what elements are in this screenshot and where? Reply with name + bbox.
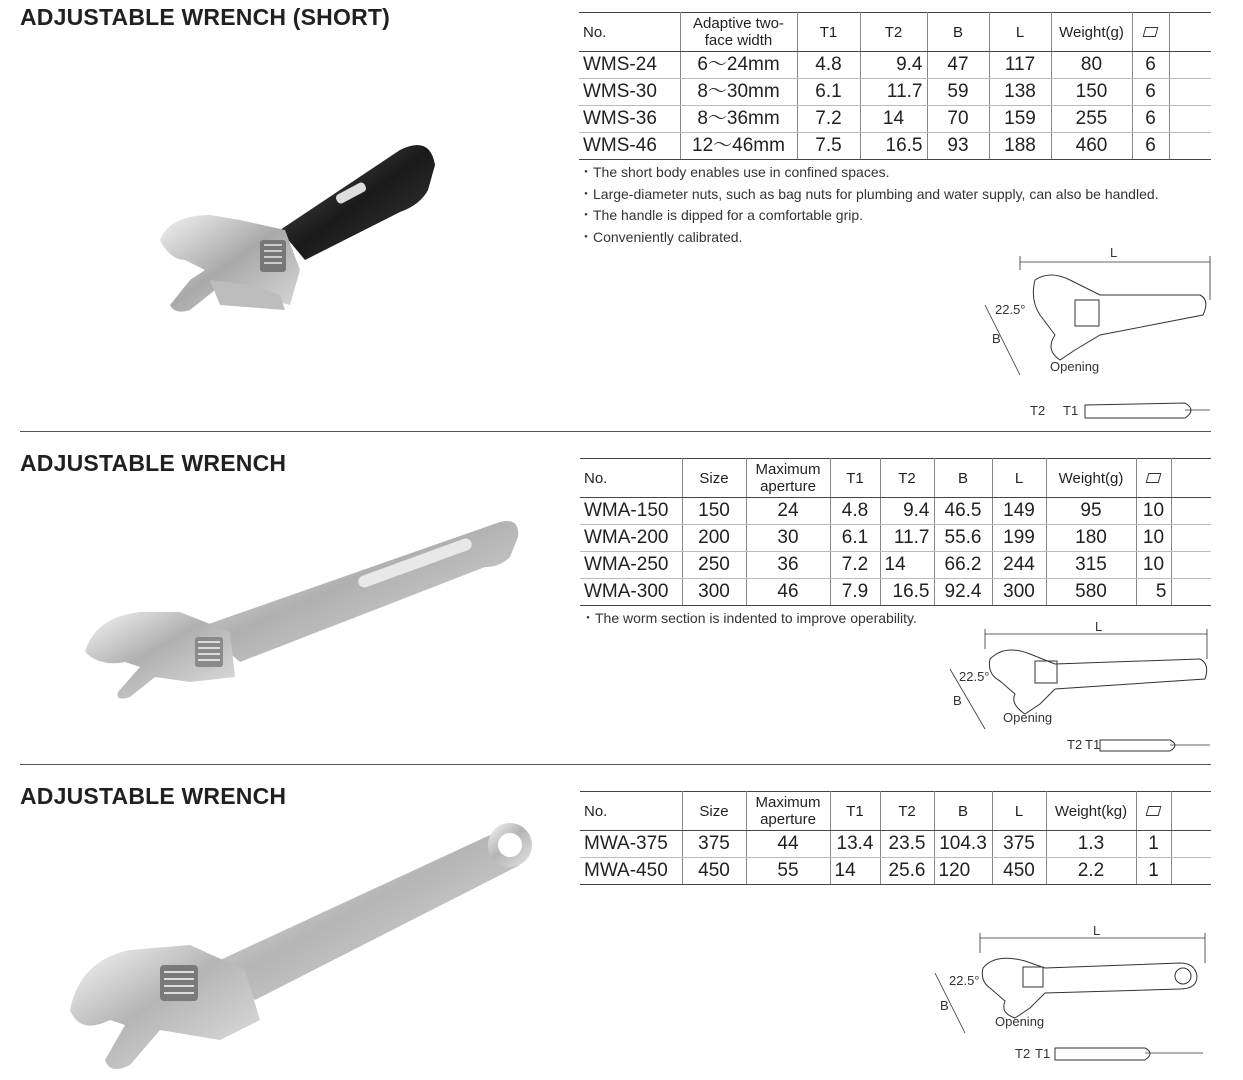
note: ・The handle is dipped for a comfortable grip. (579, 207, 864, 223)
package-box-icon (1146, 806, 1162, 816)
spec-table (580, 458, 1211, 606)
col-header-no: No. (579, 13, 680, 52)
col-header-package (1136, 459, 1171, 498)
wrench-standard-photo (70, 512, 540, 712)
feature-notes (581, 608, 917, 630)
section-large-wrench (0, 765, 1243, 1075)
feature-notes (579, 162, 1159, 248)
col-header-b: B (927, 13, 989, 52)
col-header-size: Size (682, 459, 746, 498)
dim-label-b: B (953, 693, 962, 708)
col-header-size: Size (682, 792, 746, 831)
table-row: WMS-46 12～46mm 7.5 16.5 93 188 460 6 (579, 133, 1211, 160)
table-row: MWA-450 450 55 14 25.6 120 450 2.2 1 (580, 858, 1211, 885)
package-box-icon (1143, 27, 1159, 37)
table-row: WMA-200 200 30 6.1 11.7 55.6 199 180 10 (580, 525, 1211, 552)
col-header-weight: Weight(kg) (1046, 792, 1136, 831)
col-header-t2: T2 (860, 13, 927, 52)
note: ・Large-diameter nuts, such as bag nuts for plumbing and water supply, can also be handled. (579, 185, 1159, 202)
dim-label-opening: Opening (995, 1014, 1045, 1029)
dim-label-angle: 22.5° (995, 302, 1026, 317)
dim-label-l: L (1093, 923, 1101, 938)
col-header-l: L (989, 13, 1051, 52)
table-row: WMA-150 150 24 4.8 9.4 46.5 149 95 10 (580, 498, 1211, 525)
col-header-no: No. (580, 792, 682, 831)
dim-label-t2: T2 (1067, 737, 1083, 752)
dim-label-t1: T1 (1063, 403, 1079, 418)
col-header-package (1136, 792, 1171, 831)
dimension-diagram (975, 240, 1215, 430)
dim-label-angle: 22.5° (949, 973, 980, 988)
dim-label-b: B (940, 998, 949, 1013)
table-row: WMS-36 8～36mm 7.2 14 70 159 255 6 (579, 106, 1211, 133)
section-title: ADJUSTABLE WRENCH (20, 450, 287, 476)
section-adjustable-wrench (0, 432, 1243, 765)
col-header-l: L (992, 792, 1046, 831)
col-header-package (1132, 13, 1169, 52)
wrench-large-photo (50, 820, 550, 1080)
table-row: WMS-30 8～30mm 6.1 11.7 59 138 150 6 (579, 79, 1211, 106)
spec-table (580, 791, 1211, 885)
dim-label-opening: Opening (1050, 359, 1100, 374)
spec-table (579, 12, 1211, 160)
dim-label-t1: T1 (1085, 737, 1101, 752)
col-header-t1: T1 (830, 459, 880, 498)
dim-label-t1: T1 (1035, 1046, 1051, 1061)
col-header-t1: T1 (797, 13, 860, 52)
note: ・The worm section is indented to improve operability. (581, 610, 917, 626)
col-header-no: No. (580, 459, 682, 498)
note: ・The short body enables use in confined spaces. (579, 164, 890, 180)
package-box-icon (1146, 473, 1162, 483)
section-short-wrench (0, 0, 1243, 430)
table-row: WMA-250 250 36 7.2 14 66.2 244 315 10 (580, 552, 1211, 579)
section-title: ADJUSTABLE WRENCH (20, 783, 287, 809)
note: ・Conveniently calibrated. (579, 228, 743, 245)
wrench-short-photo (130, 120, 460, 350)
dim-label-b: B (992, 331, 1001, 346)
col-header-width: Adaptive two-face width (680, 13, 797, 52)
table-row: WMS-24 6～24mm 4.8 9.4 47 117 80 6 (579, 52, 1211, 79)
col-header-weight: Weight(g) (1051, 13, 1132, 52)
section-title: ADJUSTABLE WRENCH (SHORT) (20, 4, 391, 30)
col-header-t2: T2 (880, 459, 934, 498)
col-header-t2: T2 (880, 792, 934, 831)
col-header-max-aperture: Maximum aperture (746, 459, 830, 498)
col-header-b: B (934, 792, 992, 831)
table-row: MWA-375 375 44 13.4 23.5 104.3 375 1.3 1 (580, 831, 1211, 858)
dim-label-t2: T2 (1030, 403, 1046, 418)
col-header-l: L (992, 459, 1046, 498)
dim-label-l: L (1095, 619, 1103, 634)
dim-label-opening: Opening (1003, 710, 1053, 725)
table-row: WMA-300 300 46 7.9 16.5 92.4 300 580 5 (580, 579, 1211, 606)
dim-label-l: L (1110, 245, 1118, 260)
col-header-b: B (934, 459, 992, 498)
dim-label-t2: T2 (1015, 1046, 1031, 1061)
col-header-weight: Weight(g) (1046, 459, 1136, 498)
dimension-diagram (925, 923, 1215, 1063)
dimension-diagram (945, 619, 1215, 754)
dim-label-angle: 22.5° (959, 669, 990, 684)
col-header-max-aperture: Maximum aperture (746, 792, 830, 831)
col-header-t1: T1 (830, 792, 880, 831)
